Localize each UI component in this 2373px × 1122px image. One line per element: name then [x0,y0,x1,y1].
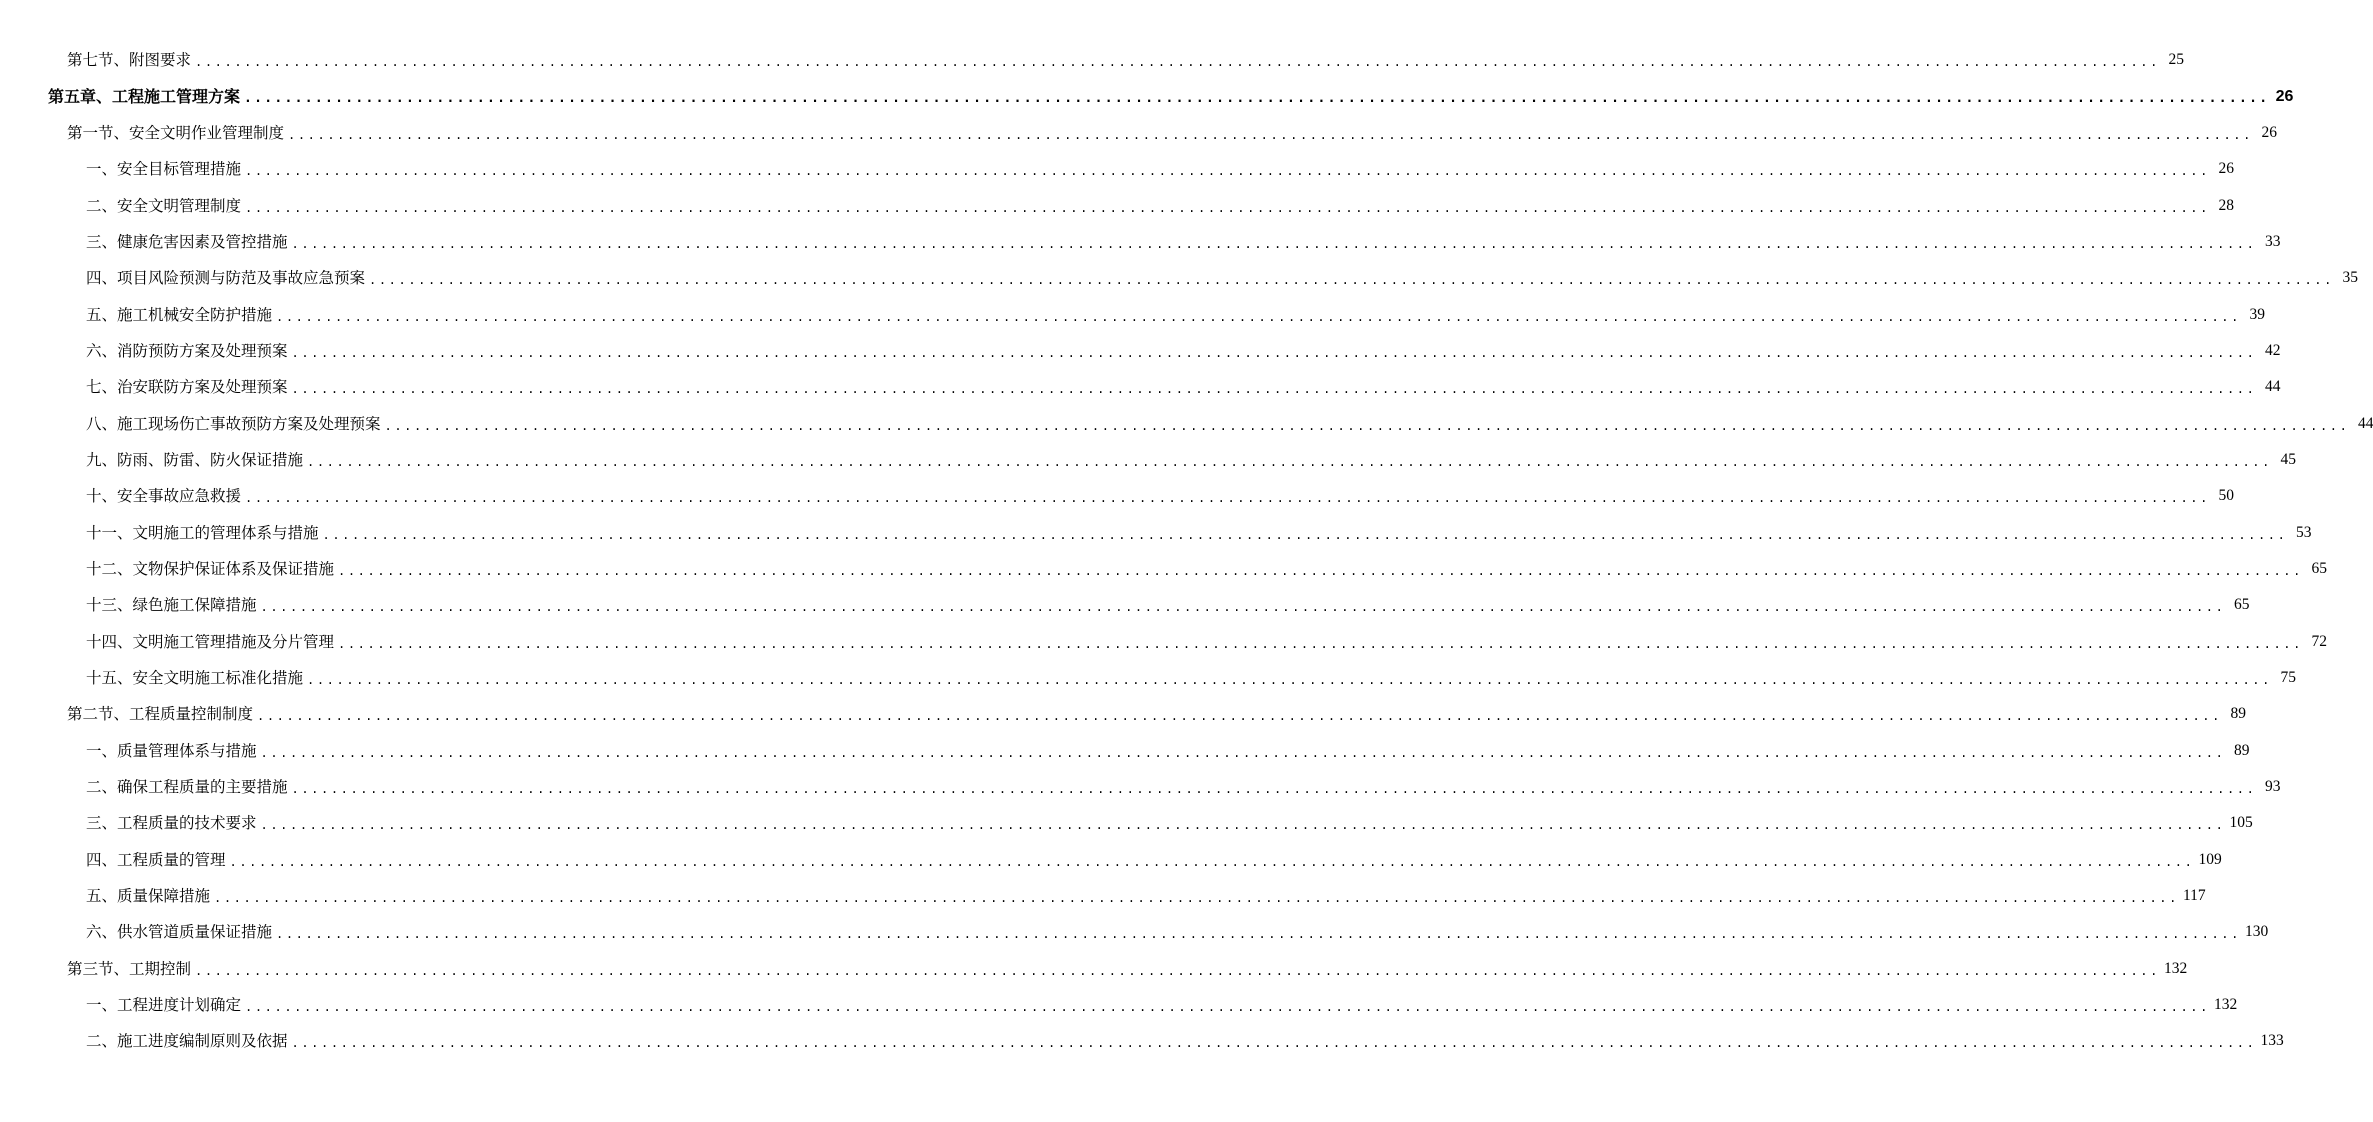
toc-entry-item[interactable] [0,333,2281,369]
dot-leader: ........................................................................................................................................................................................................ [291,345,2257,360]
dot-leader: ........................................................................................................................................................................................................ [291,382,2257,397]
toc-entry-title: 二、确保工程质量的主要措施 [86,778,288,797]
toc-entry-title: 七、治安联防方案及处理预案 [86,378,288,397]
toc-entry-item[interactable] [0,842,2222,878]
toc-entry-page-number: 26 [2275,87,2294,105]
toc-entry-item[interactable] [0,624,2327,660]
toc-entry-title: 第一节、安全文明作业管理制度 [67,123,285,142]
toc-entry-page-number: 89 [2233,741,2250,759]
dot-leader: ........................................................................................................................................................................................................ [288,127,2253,142]
dot-leader: ........................................................................................................................................................................................................ [307,673,2272,688]
toc-entry-title: 二、安全文明管理制度 [86,196,242,215]
toc-entry-chapter[interactable] [0,78,2294,114]
toc-entry-title: 一、安全目标管理措施 [86,160,242,179]
toc-entry-page-number: 109 [2198,850,2222,868]
toc-entry-section[interactable] [0,115,2277,151]
dot-leader: ........................................................................................................................................................................................................ [276,309,2241,324]
toc-entry-title: 五、施工机械安全防护措施 [86,305,273,324]
toc-entry-item[interactable] [0,660,2296,696]
toc-entry-title: 十、安全事故应急救援 [86,487,242,506]
toc-entry-item[interactable] [0,587,2250,623]
toc-entry-item[interactable] [0,442,2296,478]
toc-entry-title: 三、工程质量的技术要求 [86,814,257,833]
toc-entry-title: 第三节、工期控制 [67,959,192,978]
dot-leader: ........................................................................................................................................................................................................ [291,782,2257,797]
dot-leader: ........................................................................................................................................................................................................ [195,55,2160,70]
toc-entry-page-number: 42 [2264,341,2281,359]
toc-entry-page-number: 133 [2260,1032,2284,1050]
toc-entry-item[interactable] [0,914,2269,950]
toc-entry-section[interactable] [0,951,2188,987]
dot-leader: ........................................................................................................................................................................................................ [245,1000,2210,1015]
toc-entry-section[interactable] [0,42,2184,78]
toc-entry-item[interactable] [0,405,2373,441]
dot-leader: ........................................................................................................................................................................................................ [257,709,2222,724]
dot-leader: ........................................................................................................................................................................................................ [260,600,2226,615]
toc-entry-page-number: 26 [2218,160,2234,178]
dot-leader: ........................................................................................................................................................................................................ [276,927,2241,942]
toc-entry-page-number: 44 [2264,378,2281,396]
toc-entry-title: 四、项目风险预测与防范及事故应急预案 [86,269,366,288]
toc-entry-title: 八、施工现场伤亡事故预防方案及处理预案 [86,414,381,433]
toc-entry-item[interactable] [0,805,2253,841]
toc-entry-section[interactable] [0,696,2246,732]
toc-entry-page-number: 50 [2218,487,2234,505]
toc-entry-page-number: 132 [2163,959,2188,977]
toc-entry-title: 十二、文物保护保证体系及保证措施 [86,559,335,578]
dot-leader: ........................................................................................................................................................................................................ [322,527,2288,542]
toc-entry-page-number: 44 [2357,414,2373,432]
toc-entry-title: 九、防雨、防雷、防火保证措施 [86,450,304,469]
toc-entry-title: 十五、安全文明施工标准化措施 [86,669,304,688]
toc-entry-item[interactable] [0,987,2238,1023]
dot-leader: ........................................................................................................................................................................................................ [307,454,2272,469]
toc-entry-page-number: 130 [2244,923,2269,941]
toc-entry-item[interactable] [0,369,2281,405]
toc-entry-page-number: 65 [2233,596,2250,614]
toc-entry-page-number: 117 [2182,887,2206,905]
dot-leader: ........................................................................................................................................................................................................ [384,418,2350,433]
toc-entry-page-number: 72 [2311,632,2327,650]
toc-entry-item[interactable] [0,1023,2284,1059]
toc-entry-title: 十一、文明施工的管理体系与措施 [86,523,319,542]
toc-entry-item[interactable] [0,733,2250,769]
dot-leader: ........................................................................................................................................................................................................ [260,745,2226,760]
toc-entry-item[interactable] [0,151,2234,187]
dot-leader: ........................................................................................................................................................................................................ [291,1036,2257,1051]
dot-leader: ........................................................................................................................................................................................................ [260,818,2226,833]
toc-entry-item[interactable] [0,187,2234,223]
toc-entry-item[interactable] [0,478,2234,514]
toc-entry-page-number: 25 [2168,51,2184,69]
toc-entry-title: 一、质量管理体系与措施 [86,741,257,760]
toc-entry-page-number: 89 [2230,705,2246,723]
toc-entry-title: 五、质量保障措施 [86,887,211,906]
toc-entry-page-number: 53 [2295,523,2312,541]
toc-entry-title: 二、施工进度编制原则及依据 [86,1032,288,1051]
toc-entry-page-number: 28 [2218,196,2234,214]
table-of-contents [0,42,2373,1060]
toc-entry-title: 第七节、附图要求 [67,51,192,70]
toc-entry-page-number: 35 [2342,269,2358,287]
dot-leader: ........................................................................................................................................................................................................ [338,563,2303,578]
toc-entry-page-number: 33 [2264,232,2281,250]
dot-leader: ........................................................................................................................................................................................................ [245,164,2210,179]
dot-leader: ........................................................................................................................................................................................................ [214,891,2179,906]
toc-entry-item[interactable] [0,551,2327,587]
toc-entry-title: 十四、文明施工管理措施及分片管理 [86,632,335,651]
dot-leader: ........................................................................................................................................................................................................ [369,273,2334,288]
toc-entry-item[interactable] [0,878,2206,914]
toc-entry-title: 四、工程质量的管理 [86,850,226,869]
toc-entry-page-number: 75 [2280,669,2296,687]
toc-entry-item[interactable] [0,260,2358,296]
toc-entry-page-number: 105 [2229,814,2253,832]
toc-entry-item[interactable] [0,769,2281,805]
toc-entry-item[interactable] [0,296,2265,332]
dot-leader: ........................................................................................................................................................................................................ [244,90,2270,106]
dot-leader: ........................................................................................................................................................................................................ [291,236,2257,251]
dot-leader: ........................................................................................................................................................................................................ [245,491,2210,506]
toc-entry-title: 十三、绿色施工保障措施 [86,596,257,615]
toc-entry-title: 六、供水管道质量保证措施 [86,923,273,942]
toc-entry-page-number: 93 [2264,778,2281,796]
dot-leader: ........................................................................................................................................................................................................ [229,854,2195,869]
toc-entry-item[interactable] [0,514,2312,550]
dot-leader: ........................................................................................................................................................................................................ [245,200,2210,215]
toc-entry-page-number: 26 [2261,123,2277,141]
toc-entry-page-number: 132 [2213,996,2238,1014]
toc-entry-title: 第五章、工程施工管理方案 [48,86,241,106]
toc-entry-title: 三、健康危害因素及管控措施 [86,232,288,251]
toc-entry-title: 六、消防预防方案及处理预案 [86,341,288,360]
dot-leader: ........................................................................................................................................................................................................ [338,636,2303,651]
toc-entry-title: 一、工程进度计划确定 [86,996,242,1015]
toc-entry-page-number: 65 [2311,559,2327,577]
toc-entry-title: 第二节、工程质量控制制度 [67,705,254,724]
toc-entry-page-number: 39 [2249,305,2265,323]
toc-entry-page-number: 45 [2280,450,2296,468]
toc-entry-item[interactable] [0,224,2281,260]
dot-leader: ........................................................................................................................................................................................................ [195,963,2160,978]
